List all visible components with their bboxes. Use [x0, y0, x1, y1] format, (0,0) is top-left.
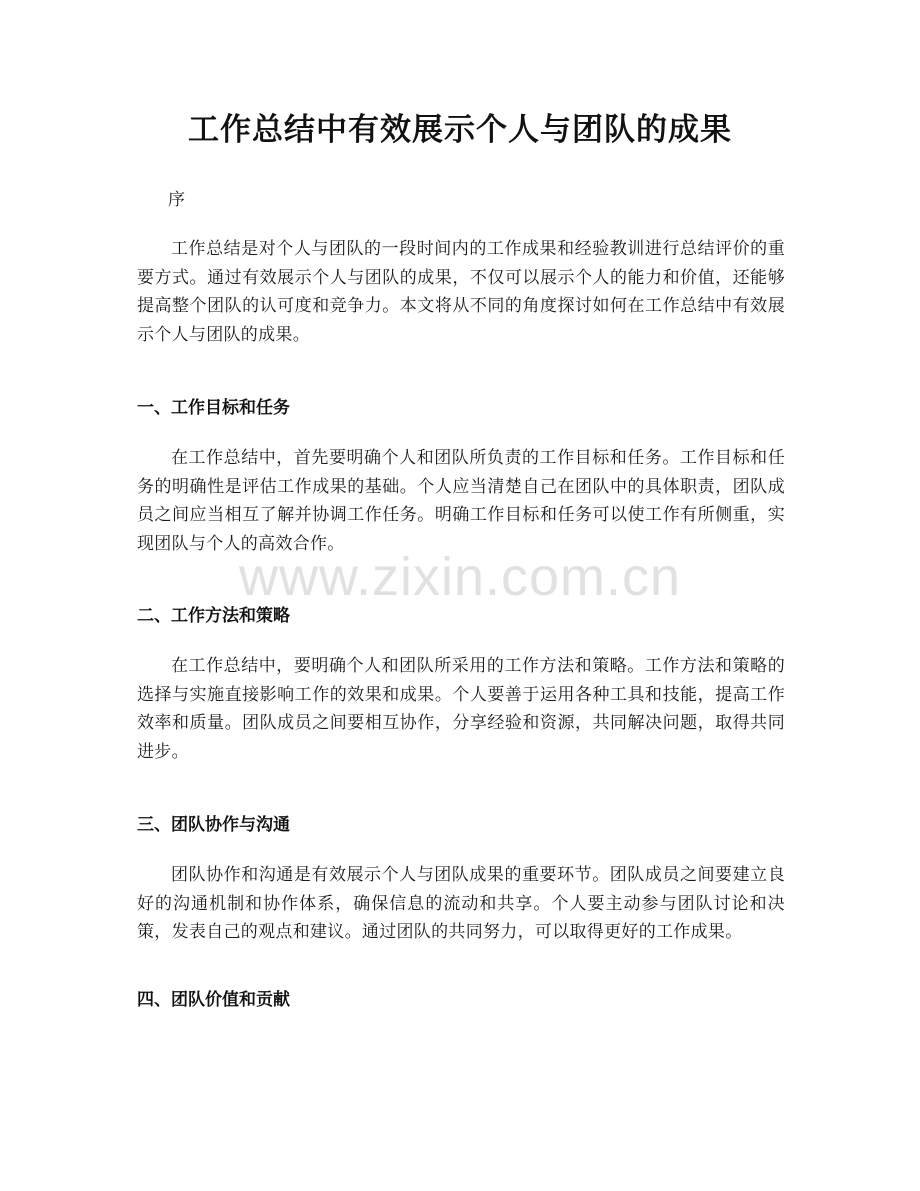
- section-body-3: 团队协作和沟通是有效展示个人与团队成果的重要环节。团队成员之间要建立良好的沟通机制和协作体系，确保信息的流动和共享。个人要主动参与团队讨论和决策，发表自己的观点和建议。通过团队的共同努力，可以取得更好的工作成果。: [137, 865, 785, 943]
- section-heading-2: 二、工作方法和策略: [137, 606, 290, 626]
- intro-paragraph: 工作总结是对个人与团队的一段时间内的工作成果和经验教训进行总结评价的重要方式。通过有效展示个人与团队的成果，不仅可以展示个人的能力和价值，还能够提高整个团队的认可度和竞争力。本文将从不同的角度探讨如何在工作总结中有效展示个人与团队的成果。: [137, 239, 785, 346]
- document-title: 工作总结中有效展示个人与团队的成果: [188, 112, 732, 148]
- section-heading-3: 三、团队协作与沟通: [137, 815, 290, 835]
- section-heading-4: 四、团队价值和贡献: [137, 990, 290, 1010]
- section-body-2: 在工作总结中，要明确个人和团队所采用的工作方法和策略。工作方法和策略的选择与实施直接影响工作的效果和成果。个人要善于运用各种工具和技能，提高工作效率和质量。团队成员之间要相互协作，分享经验和资源，共同解决问题，取得共同进步。: [137, 656, 785, 763]
- section-body-1: 在工作总结中，首先要明确个人和团队所负责的工作目标和任务。工作目标和任务的明确性是评估工作成果的基础。个人应当清楚自己在团队中的具体职责，团队成员之间应当相互了解并协调工作任务。明确工作目标和任务可以使工作有所侧重，实现团队与个人的高效合作。: [137, 448, 785, 555]
- watermark: www.zixin.com.cn: [238, 547, 682, 607]
- section-heading-1: 一、工作目标和任务: [137, 398, 290, 418]
- preface-label: 序: [168, 190, 185, 210]
